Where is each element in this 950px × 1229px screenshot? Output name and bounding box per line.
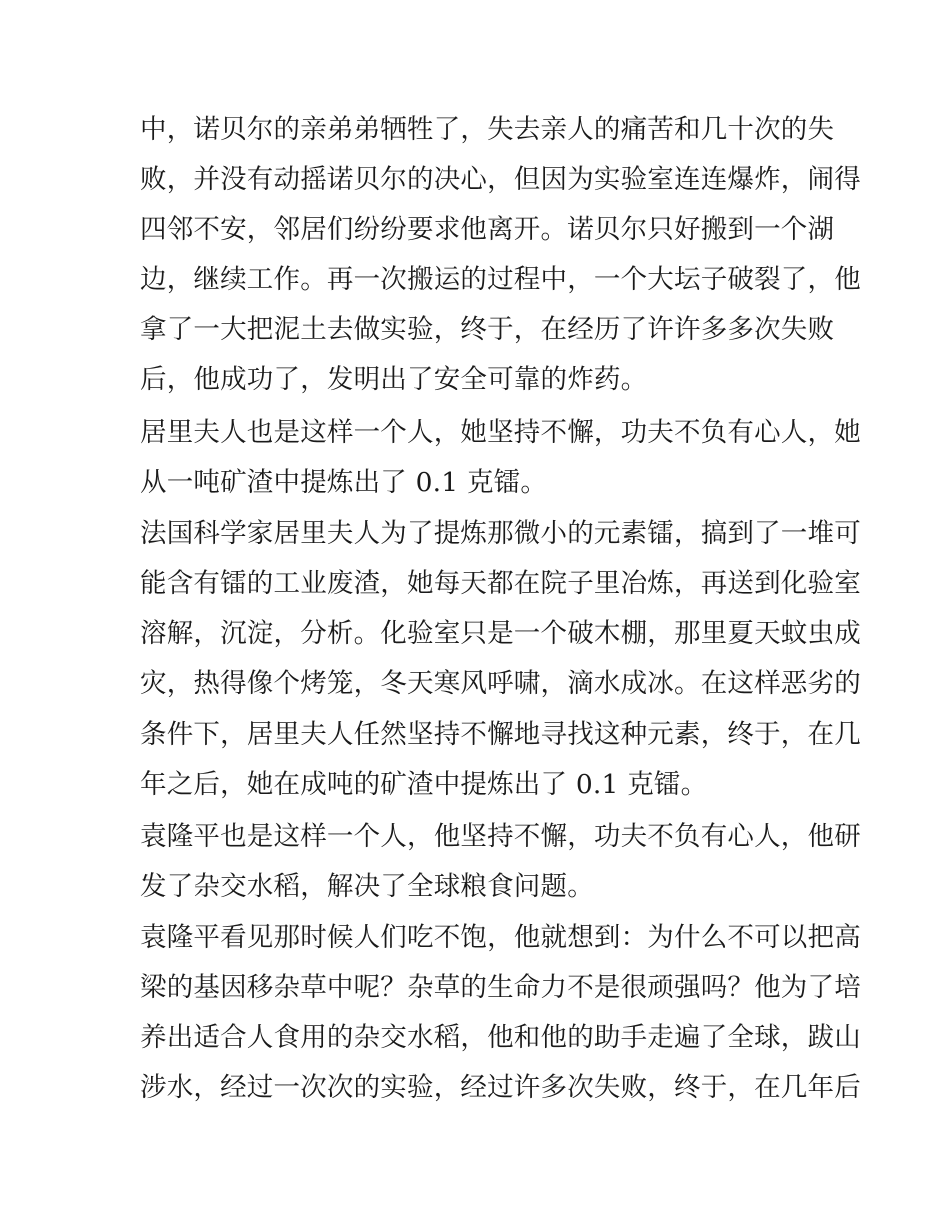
text-line: 灾，热得像个烤笼，冬天寒风呼啸，滴水成冰。在这样恶劣的 xyxy=(140,668,861,699)
text-line: 拿了一大把泥土去做实验，终于，在经历了许许多多次失败 xyxy=(140,314,835,345)
text-line: 梁的基因移杂草中呢？杂草的生命力不是很顽强吗？他为了培 xyxy=(140,972,861,1003)
text-line: 法国科学家居里夫人为了提炼那微小的元素镭，搞到了一堆可 xyxy=(140,518,861,549)
text-line: 中，诺贝尔的亲弟弟牺牲了，失去亲人的痛苦和几十次的失 xyxy=(140,114,835,145)
text-line: 居里夫人也是这样一个人，她坚持不懈，功夫不负有心人，她 xyxy=(140,417,861,448)
text-line: 年之后，她在成吨的矿渣中提炼出了 0.1 克镭。 xyxy=(140,769,708,800)
text-line: 边，继续工作。再一次搬运的过程中，一个大坛子破裂了，他 xyxy=(140,264,861,295)
text-line: 从一吨矿渣中提炼出了 0.1 克镭。 xyxy=(140,467,548,498)
text-line: 条件下，居里夫人任然坚持不懈地寻找这种元素，终于，在几 xyxy=(140,719,861,750)
text-line: 涉水，经过一次次的实验，经过许多次失败，终于，在几年后 xyxy=(140,1072,861,1103)
text-line: 袁隆平也是这样一个人，他坚持不懈，功夫不负有心人，他研 xyxy=(140,821,861,852)
text-line: 发了杂交水稻，解决了全球粮食问题。 xyxy=(140,871,594,902)
text-line: 袁隆平看见那时候人们吃不饱，他就想到：为什么不可以把高 xyxy=(140,922,861,953)
text-line: 能含有镭的工业废渣，她每天都在院子里冶炼，再送到化验室 xyxy=(140,568,861,599)
text-line: 养出适合人食用的杂交水稻，他和他的助手走遍了全球，跋山 xyxy=(140,1022,861,1053)
text-line: 四邻不安，邻居们纷纷要求他离开。诺贝尔只好搬到一个湖 xyxy=(140,214,835,245)
text-line: 败，并没有动摇诺贝尔的决心，但因为实验室连连爆炸，闹得 xyxy=(140,164,861,195)
text-line: 溶解，沉淀，分析。化验室只是一个破木棚，那里夏天蚊虫成 xyxy=(140,618,861,649)
text-line: 后，他成功了，发明出了安全可靠的炸药。 xyxy=(140,364,648,395)
